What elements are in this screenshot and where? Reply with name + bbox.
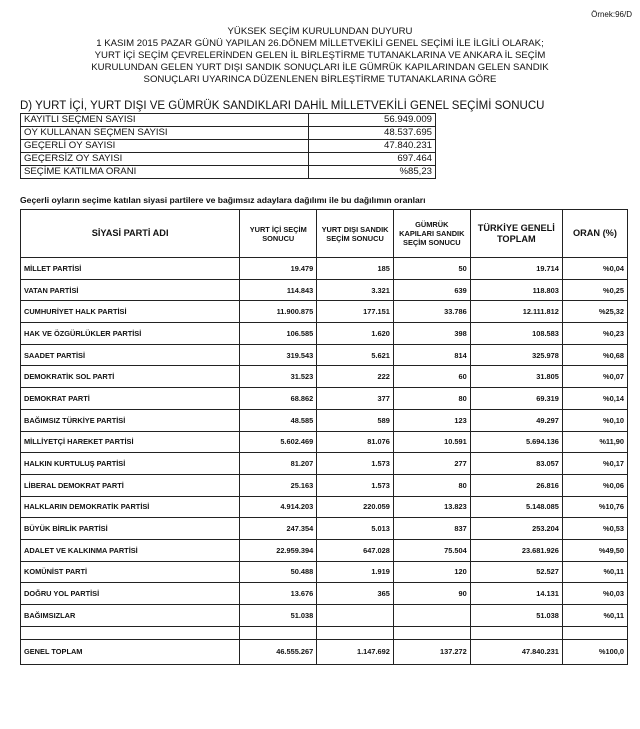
table-row: [21, 496, 628, 518]
announcement-title: YÜKSEK SEÇİM KURULUNDAN DUYURU: [227, 26, 413, 37]
abroad-result: 5.013: [317, 518, 394, 540]
customs-result: 10.591: [393, 431, 470, 453]
party-name: MİLLİYETÇİ HAREKET PARTİSİ: [21, 431, 240, 453]
party-name: CUMHURİYET HALK PARTİSİ: [21, 301, 240, 323]
sample-number: Örnek:96/D: [591, 10, 632, 19]
stat-value: 697.464: [309, 153, 436, 166]
table-row: [21, 431, 628, 453]
stat-value: 56.949.009: [309, 114, 436, 127]
table-row: [21, 279, 628, 301]
abroad-result: 81.076: [317, 431, 394, 453]
domestic-result: 11.900.875: [240, 301, 317, 323]
domestic-result: 5.602.469: [240, 431, 317, 453]
party-name: LİBERAL DEMOKRAT PARTİ: [21, 474, 240, 496]
domestic-result: 247.354: [240, 518, 317, 540]
customs-result: 814: [393, 344, 470, 366]
total-result: 31.805: [470, 366, 562, 388]
stat-label: KAYITLI SEÇMEN SAYISI: [21, 114, 309, 127]
customs-result: 639: [393, 279, 470, 301]
stats-row: [21, 166, 436, 179]
abroad-result: 185: [317, 258, 394, 280]
distribution-note: Geçerli oyların seçime katılan siyasi partilere ve bağımsız adaylara dağılımı ile bu dağılımın oranları: [20, 195, 426, 205]
customs-result: 277: [393, 453, 470, 475]
header-line: YURT İÇİ SEÇİM ÇEVRELERİNDEN GELEN İL BİRLEŞTİRME TUTANAKLARINA VE ANKARA İL SEÇİM: [94, 50, 546, 61]
ratio: %0,06: [562, 474, 627, 496]
table-row: [21, 583, 628, 605]
customs-result: [393, 605, 470, 627]
customs-result: 398: [393, 323, 470, 345]
abroad-result: 3.321: [317, 279, 394, 301]
party-name: HALKLARIN DEMOKRATİK PARTİSİ: [21, 496, 240, 518]
header-line: KURULUNDAN GELEN YURT DIŞI SANDIK SONUÇLARI İLE GÜMRÜK KAPILARINDAN GELEN SANDIK: [91, 62, 549, 73]
total-result: 12.111.812: [470, 301, 562, 323]
header-ratio: ORAN (%): [562, 210, 627, 258]
total-result: 5.148.085: [470, 496, 562, 518]
section-title: D) YURT İÇİ, YURT DIŞI VE GÜMRÜK SANDIKLARI DAHİL MİLLETVEKİLİ GENEL SEÇİMİ SONUCU: [20, 100, 545, 112]
table-row: [21, 388, 628, 410]
domestic-result: 13.676: [240, 583, 317, 605]
abroad-result: 1.147.692: [317, 639, 394, 664]
ratio: %49,50: [562, 539, 627, 561]
party-name: ADALET VE KALKINMA PARTİSİ: [21, 539, 240, 561]
customs-result: 137.272: [393, 639, 470, 664]
customs-result: 120: [393, 561, 470, 583]
customs-result: 33.786: [393, 301, 470, 323]
party-name: MİLLET PARTİSİ: [21, 258, 240, 280]
domestic-result: 25.163: [240, 474, 317, 496]
stat-label: OY KULLANAN SEÇMEN SAYISI: [21, 127, 309, 140]
customs-result: 50: [393, 258, 470, 280]
ratio: %100,0: [562, 639, 627, 664]
abroad-result: 1.573: [317, 474, 394, 496]
customs-result: 13.823: [393, 496, 470, 518]
table-row: [21, 561, 628, 583]
total-row: [21, 639, 628, 664]
domestic-result: 106.585: [240, 323, 317, 345]
ratio: %10,76: [562, 496, 627, 518]
empty-cell: [470, 626, 562, 639]
empty-cell: [240, 626, 317, 639]
results-table: [20, 209, 628, 665]
ratio: %0,25: [562, 279, 627, 301]
domestic-result: 114.843: [240, 279, 317, 301]
table-row: [21, 301, 628, 323]
stats-row: [21, 153, 436, 166]
total-result: 47.840.231: [470, 639, 562, 664]
customs-result: 123: [393, 409, 470, 431]
party-name: DOĞRU YOL PARTİSİ: [21, 583, 240, 605]
header-domestic: YURT İÇİ SEÇİM SONUCU: [240, 210, 317, 258]
party-name: HAK VE ÖZGÜRLÜKLER PARTİSİ: [21, 323, 240, 345]
ratio: %0,14: [562, 388, 627, 410]
stat-label: GEÇERSİZ OY SAYISI: [21, 153, 309, 166]
ratio: %0,11: [562, 561, 627, 583]
party-name: KOMÜNİST PARTİ: [21, 561, 240, 583]
stat-value: %85,23: [309, 166, 436, 179]
customs-result: 80: [393, 474, 470, 496]
abroad-result: 220.059: [317, 496, 394, 518]
empty-cell: [317, 626, 394, 639]
customs-result: 60: [393, 366, 470, 388]
party-name: BÜYÜK BİRLİK PARTİSİ: [21, 518, 240, 540]
ratio: %0,17: [562, 453, 627, 475]
announcement-header: [0, 26, 640, 86]
total-result: 23.681.926: [470, 539, 562, 561]
table-header-row: [21, 210, 628, 258]
total-result: 51.038: [470, 605, 562, 627]
domestic-result: 50.488: [240, 561, 317, 583]
table-row: [21, 344, 628, 366]
summary-stats-table: [20, 113, 436, 179]
domestic-result: 4.914.203: [240, 496, 317, 518]
ratio: %0,11: [562, 605, 627, 627]
ratio: %11,90: [562, 431, 627, 453]
customs-result: 837: [393, 518, 470, 540]
customs-result: 80: [393, 388, 470, 410]
total-result: 49.297: [470, 409, 562, 431]
header-line: SONUÇLARI UYARINCA DÜZENLENEN BİRLEŞTİRME TUTANAKLARINA GÖRE: [143, 74, 497, 85]
table-row: [21, 453, 628, 475]
total-result: 69.319: [470, 388, 562, 410]
header-abroad: YURT DIŞI SANDIK SEÇİM SONUCU: [317, 210, 394, 258]
party-name: HALKIN KURTULUŞ PARTİSİ: [21, 453, 240, 475]
abroad-result: 5.621: [317, 344, 394, 366]
table-row: [21, 366, 628, 388]
customs-result: 75.504: [393, 539, 470, 561]
abroad-result: 365: [317, 583, 394, 605]
total-result: 19.714: [470, 258, 562, 280]
party-name: BAĞIMSIZLAR: [21, 605, 240, 627]
domestic-result: 68.862: [240, 388, 317, 410]
header-customs: GÜMRÜK KAPILARI SANDIK SEÇİM SONUCU: [393, 210, 470, 258]
abroad-result: 222: [317, 366, 394, 388]
table-row: [21, 539, 628, 561]
table-row: [21, 605, 628, 627]
total-result: 108.583: [470, 323, 562, 345]
stats-row: [21, 114, 436, 127]
empty-cell: [21, 626, 240, 639]
total-result: 52.527: [470, 561, 562, 583]
table-row: [21, 474, 628, 496]
ratio: %25,32: [562, 301, 627, 323]
total-result: 5.694.136: [470, 431, 562, 453]
domestic-result: 51.038: [240, 605, 317, 627]
ratio: %0,10: [562, 409, 627, 431]
total-result: 14.131: [470, 583, 562, 605]
table-row: [21, 518, 628, 540]
abroad-result: 1.919: [317, 561, 394, 583]
ratio: %0,23: [562, 323, 627, 345]
abroad-result: 647.028: [317, 539, 394, 561]
total-result: 253.204: [470, 518, 562, 540]
stats-row: [21, 140, 436, 153]
ratio: %0,07: [562, 366, 627, 388]
domestic-result: 48.585: [240, 409, 317, 431]
abroad-result: 177.151: [317, 301, 394, 323]
total-result: 325.978: [470, 344, 562, 366]
abroad-result: 1.573: [317, 453, 394, 475]
empty-cell: [562, 626, 627, 639]
header-party: SİYASİ PARTİ ADI: [21, 210, 240, 258]
ratio: %0,03: [562, 583, 627, 605]
domestic-result: 31.523: [240, 366, 317, 388]
empty-row: [21, 626, 628, 639]
table-row: [21, 409, 628, 431]
empty-cell: [393, 626, 470, 639]
abroad-result: 1.620: [317, 323, 394, 345]
ratio: %0,68: [562, 344, 627, 366]
ratio: %0,04: [562, 258, 627, 280]
party-name: SAADET PARTİSİ: [21, 344, 240, 366]
ratio: %0,53: [562, 518, 627, 540]
abroad-result: 377: [317, 388, 394, 410]
table-row: [21, 323, 628, 345]
stat-value: 47.840.231: [309, 140, 436, 153]
party-name: DEMOKRAT PARTİ: [21, 388, 240, 410]
stat-value: 48.537.695: [309, 127, 436, 140]
abroad-result: [317, 605, 394, 627]
header-line: 1 KASIM 2015 PAZAR GÜNÜ YAPILAN 26.DÖNEM MİLLETVEKİLİ GENEL SEÇİMİ İLE İLGİLİ OLARAK;: [96, 38, 544, 49]
abroad-result: 589: [317, 409, 394, 431]
party-name: BAĞIMSIZ TÜRKİYE PARTİSİ: [21, 409, 240, 431]
header-total: TÜRKİYE GENELİ TOPLAM: [470, 210, 562, 258]
party-name: VATAN PARTİSİ: [21, 279, 240, 301]
domestic-result: 22.959.394: [240, 539, 317, 561]
total-result: 118.803: [470, 279, 562, 301]
customs-result: 90: [393, 583, 470, 605]
table-row: [21, 258, 628, 280]
party-name: GENEL TOPLAM: [21, 639, 240, 664]
stat-label: SEÇİME KATILMA ORANI: [21, 166, 309, 179]
stat-label: GEÇERLİ OY SAYISI: [21, 140, 309, 153]
domestic-result: 81.207: [240, 453, 317, 475]
total-result: 26.816: [470, 474, 562, 496]
party-name: DEMOKRATİK SOL PARTİ: [21, 366, 240, 388]
domestic-result: 19.479: [240, 258, 317, 280]
domestic-result: 46.555.267: [240, 639, 317, 664]
stats-row: [21, 127, 436, 140]
domestic-result: 319.543: [240, 344, 317, 366]
total-result: 83.057: [470, 453, 562, 475]
